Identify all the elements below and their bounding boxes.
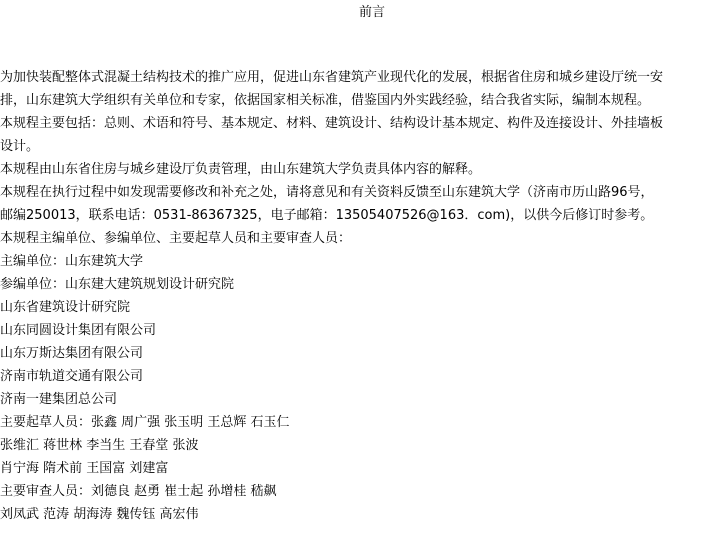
document-body (0, 66, 720, 526)
chief-editor-unit: 主编单位：山东建筑大学 (0, 254, 144, 269)
participating-unit: 济南一建集团总公司 (0, 392, 118, 407)
paragraph-line: 邮编250013，联系电话：0531-86367325，电子邮箱：13505407526@163．com)，以供今后修订时参考。 (0, 208, 654, 223)
paragraph-line: 排，山东建筑大学组织有关单位和专家，依据国家相关标准，借鉴国内外实践经验，结合我省实际，编制本规程。 (0, 93, 651, 108)
participating-unit: 山东同圆设计集团有限公司 (0, 323, 157, 338)
document-title: 前言 (358, 5, 385, 20)
paragraph-line: 设计。 (0, 139, 40, 154)
reviewers-line: 主要审查人员：刘德良 赵勇 崔士起 孙增桂 嵇飙 (0, 484, 277, 499)
drafters-line: 肖宁海 隋术前 王国富 刘建富 (0, 461, 169, 476)
drafters-line: 主要起草人员：张鑫 周广强 张玉明 王总辉 石玉仁 (0, 415, 290, 430)
paragraph-line: 本规程由山东省住房与城乡建设厅负责管理，由山东建筑大学负责具体内容的解释。 (0, 162, 482, 177)
paragraph-line: 本规程主编单位、参编单位、主要起草人员和主要审查人员： (0, 231, 352, 246)
participating-unit: 山东省建筑设计研究院 (0, 300, 131, 315)
drafters-line: 张维汇 蒋世林 李当生 王春堂 张波 (0, 438, 199, 453)
participating-unit: 山东万斯达集团有限公司 (0, 346, 144, 361)
paragraph-line: 本规程在执行过程中如发现需要修改和补充之处，请将意见和有关资料反馈至山东建筑大学（济南市历山路96号， (0, 185, 654, 200)
reviewers-line: 刘凤武 范涛 胡海涛 魏传钰 高宏伟 (0, 507, 199, 522)
participating-unit: 济南市轨道交通有限公司 (0, 369, 144, 384)
paragraph-line: 为加快装配整体式混凝土结构技术的推广应用，促进山东省建筑产业现代化的发展，根据省住房和城乡建设厅统一安 (0, 70, 664, 85)
participating-unit: 参编单位：山东建大建筑规划设计研究院 (0, 277, 235, 292)
paragraph-line: 本规程主要包括：总则、术语和符号、基本规定、材料、建筑设计、结构设计基本规定、构件及连接设计、外挂墙板 (0, 116, 664, 131)
